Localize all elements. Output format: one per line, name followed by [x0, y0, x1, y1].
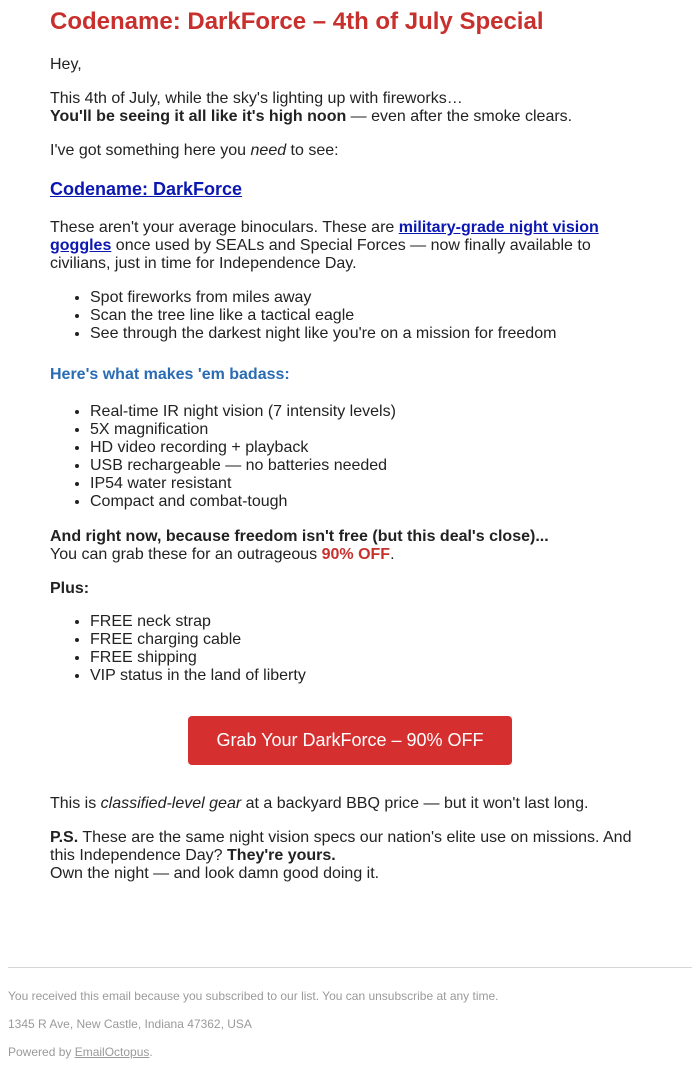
- discount-highlight: 90% OFF: [321, 546, 391, 563]
- postal-address: 1345 R Ave, New Castle, Indiana 47362, USA: [8, 1017, 252, 1031]
- tease-paragraph: [50, 142, 650, 160]
- deal-post: .: [390, 546, 395, 563]
- closing-emphasis: classified-level gear: [100, 795, 242, 812]
- ps-label: P.S.: [50, 829, 79, 846]
- tease-post: to see:: [286, 142, 339, 159]
- list-item: • USB rechargeable — no batteries needed: [90, 457, 650, 475]
- subscribe-note: You received this email because you subscribed to our list. You can unsubscribe at any time.: [8, 989, 499, 1003]
- list-item: • FREE shipping: [90, 649, 650, 667]
- uses-list: [50, 289, 650, 343]
- closing-paragraph: [50, 795, 650, 813]
- ps-last: Own the night — and look damn good doing it.: [50, 865, 380, 882]
- footer-divider: [8, 967, 692, 968]
- list-item: • HD video recording + playback: [90, 439, 650, 457]
- desc-pre: These aren't your average binoculars. These are: [50, 219, 399, 236]
- plus-label: Plus:: [50, 580, 90, 597]
- list-item: • 5X magnification: [90, 421, 650, 439]
- closing-pre: This is: [50, 795, 101, 812]
- ps-text: These are the same night vision specs our nation's elite use on missions. And this Independence Day?: [50, 829, 632, 864]
- list-item: • Scan the tree line like a tactical eagle: [90, 307, 650, 325]
- product-link[interactable]: Codename: DarkForce: [50, 179, 243, 199]
- intro-line1: This 4th of July, while the sky's lighting up with fireworks…: [50, 90, 463, 107]
- list-item: • IP54 water resistant: [90, 475, 650, 493]
- list-item: • Compact and combat-tough: [90, 493, 650, 511]
- list-item: • Real-time IR night vision (7 intensity levels): [90, 403, 650, 421]
- desc-post: once used by SEALs and Special Forces — now finally available to civilians, just in time for Independence Day.: [50, 237, 591, 272]
- features-list: [50, 403, 650, 511]
- grab-darkforce-button[interactable]: Grab Your DarkForce – 90% OFF: [188, 716, 512, 765]
- description-paragraph: [50, 219, 650, 273]
- features-heading: Here's what makes 'em badass:: [50, 366, 290, 383]
- deal-paragraph: [50, 528, 650, 564]
- powered-by: [8, 1045, 153, 1059]
- list-item: • FREE neck strap: [90, 613, 650, 631]
- greeting: Hey,: [50, 56, 82, 73]
- closing-post: at a backyard BBQ price — but it won't last long.: [241, 795, 589, 812]
- powered-post: .: [149, 1045, 153, 1059]
- night-vision-link[interactable]: military-grade night vision goggles: [50, 219, 599, 254]
- ps-bold: They're yours.: [227, 847, 336, 864]
- deal-bold: And right now, because freedom isn't free (but this deal's close)...: [50, 528, 549, 545]
- list-item: • See through the darkest night like you're on a mission for freedom: [90, 325, 650, 343]
- deal-pre: You can grab these for an outrageous: [50, 546, 322, 563]
- intro-line2-bold: You'll be seeing it all like it's high noon: [50, 108, 347, 125]
- list-item: • FREE charging cable: [90, 631, 650, 649]
- bonuses-list: [50, 613, 650, 685]
- tease-emphasis: need: [250, 142, 287, 159]
- emailoctopus-link[interactable]: EmailOctopus: [74, 1045, 150, 1059]
- list-item: • Spot fireworks from miles away: [90, 289, 650, 307]
- list-item: • VIP status in the land of liberty: [90, 667, 650, 685]
- tease-pre: I've got something here you: [50, 142, 251, 159]
- intro-paragraph: [50, 90, 650, 126]
- email-title: Codename: DarkForce – 4th of July Special: [50, 8, 544, 35]
- product-heading: [50, 178, 242, 200]
- intro-line2-rest: — even after the smoke clears.: [346, 108, 573, 125]
- powered-pre: Powered by: [8, 1045, 75, 1059]
- ps-paragraph: [50, 829, 650, 883]
